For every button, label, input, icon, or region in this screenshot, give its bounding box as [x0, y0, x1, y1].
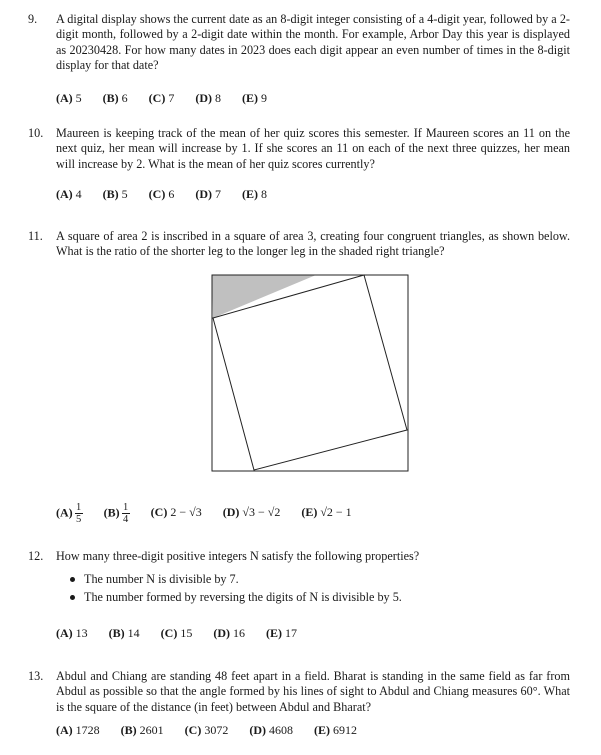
choice-c[interactable]: (C) 7 — [148, 91, 175, 105]
choice-e[interactable]: (E) 6912 — [314, 723, 358, 737]
choice-d[interactable]: (D) 8 — [195, 91, 222, 105]
choice-a[interactable]: (A) $\frac{1}{5}$ — [56, 502, 82, 525]
choice-a[interactable]: (A) 1728 — [56, 723, 100, 737]
problem-number: 12. — [28, 549, 44, 563]
problem-text: Maureen is keeping track of the mean of her quiz scores this semester. If Maureen scores an 11 on the next quiz, her mean will increase by 1. If she scores an 11 on each of the next three quizzes, her mean will increase by 2. What is the mean of her quiz scores currently? — [56, 126, 570, 171]
choice-d[interactable]: (D) 7 — [195, 187, 222, 201]
choice-d[interactable]: (D) 16 — [213, 626, 246, 640]
choice-a[interactable]: (A) 5 — [56, 91, 82, 105]
bullet-icon — [70, 577, 75, 582]
choice-b[interactable]: (B) 6 — [102, 91, 128, 105]
choice-d[interactable]: (D) 4608 — [249, 723, 294, 737]
shaded-triangle — [212, 275, 316, 318]
choice-e[interactable]: (E) 8 — [242, 187, 268, 201]
bullet-icon — [70, 595, 75, 600]
choice-c[interactable]: (C) 6 — [148, 187, 175, 201]
choice-b[interactable]: (B) 2601 — [120, 723, 164, 737]
problem-number: 11. — [28, 229, 43, 243]
choice-e[interactable]: (E) 17 — [266, 626, 298, 640]
property-list — [70, 570, 402, 606]
list-item: The number N is divisible by 7. — [70, 570, 402, 588]
problem-number: 9. — [28, 12, 38, 26]
problem-number: 13. — [28, 669, 44, 683]
choice-a[interactable]: (A) 13 — [56, 626, 88, 640]
choice-c[interactable]: (C) 3072 — [184, 723, 229, 737]
fraction-one-fourth: $\frac{1}{4}$ — [123, 502, 129, 525]
choice-c[interactable]: (C) 2 − √3 — [150, 505, 202, 520]
answer-choices — [56, 723, 375, 738]
problem-number: 10. — [28, 126, 44, 140]
answer-choices — [56, 502, 370, 525]
choice-e[interactable]: (E) √2 − 1 — [301, 505, 352, 520]
list-item: The number formed by reversing the digits of N is divisible by 5. — [70, 588, 402, 606]
choice-b[interactable]: (B) $\frac{1}{4}$ — [103, 502, 129, 525]
choice-c[interactable]: (C) 15 — [160, 626, 193, 640]
problem-text: Abdul and Chiang are standing 48 feet apart in a field. Bharat is standing in the same field as far from Abdul as possible so that the angle formed by his lines of sight to Abdul and Chiang measures 60°. What is the square of the distance (in feet) between Abdul and Bharat? — [56, 669, 570, 714]
choice-d[interactable]: (D) √3 − √2 — [222, 505, 281, 520]
fraction-one-fifth: $\frac{1}{5}$ — [76, 502, 82, 525]
answer-choices — [56, 626, 315, 641]
problem-text: How many three-digit positive integers N satisfy the following properties? — [56, 549, 420, 563]
problem-text: A square of area 2 is inscribed in a square of area 3, creating four congruent triangles, as shown below. What is the ratio of the shorter leg to the longer leg in the shaded right triangle? — [56, 229, 570, 259]
choice-b[interactable]: (B) 14 — [108, 626, 140, 640]
choice-b[interactable]: (B) 5 — [102, 187, 128, 201]
choice-e[interactable]: (E) 9 — [242, 91, 268, 105]
problem-text: A digital display shows the current date as an 8-digit integer consisting of a 4-digit year, followed by a 2-digit month, followed by a 2-digit date within the month. For example, Arbor Day this year is displayed as 20230428. For how many dates in 2023 does each digit appear an even number of times in the 8-digit display for that date? — [56, 12, 570, 73]
choice-a[interactable]: (A) 4 — [56, 187, 82, 201]
